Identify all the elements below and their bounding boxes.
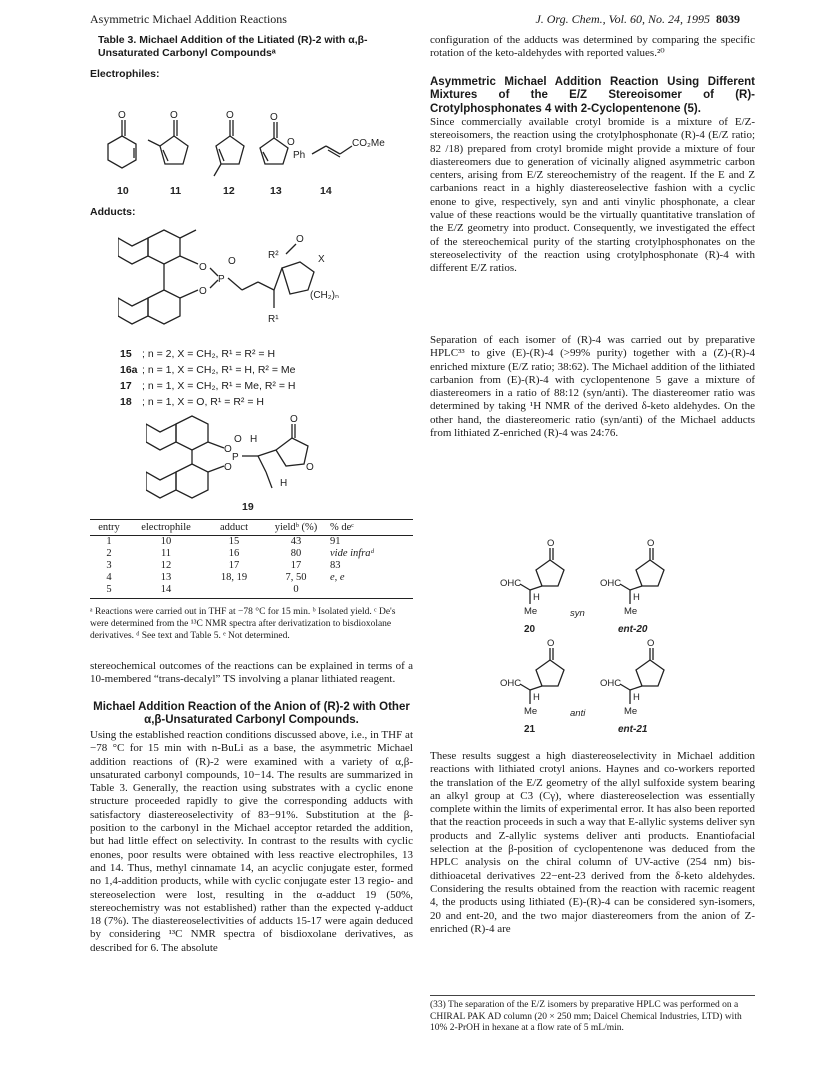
carbonyl-o-13: O	[270, 112, 278, 123]
header-title: Asymmetric Michael Addition Reactions	[90, 12, 287, 26]
compound-19-label: 19	[242, 501, 254, 512]
electrophiles-label: Electrophiles:	[90, 68, 160, 80]
label-21: 21	[524, 724, 536, 735]
col-adduct: adduct	[204, 520, 264, 536]
adduct-x: X	[318, 254, 325, 265]
electrophiles-figure	[90, 98, 413, 198]
h-ent21: H	[633, 692, 640, 703]
ohc-ent21: OHC	[600, 678, 622, 689]
col-entry: entry	[90, 520, 128, 536]
table-row: 1 10 15 43 91	[106, 536, 341, 547]
carbonyl-o-10: O	[118, 110, 126, 121]
adduct-structure	[118, 226, 358, 344]
me-20: Me	[524, 606, 538, 617]
left-column	[90, 34, 413, 954]
paragraph-separation: Separation of each isomer of (R)-4 was carried out by preparative HPLC³³ to give (E)-(R)-4 (>99% purity) together with a (Z)-(R)-4 enriched mixture (E/Z ratio; 38:62). The Michael addition of the lithiated carbanion from (E)-(R)-4 with cyclopentenone 5 gave a mixture of diastereomers in a ratio of 88:12 (syn/anti). The diastereomer ratio was determined by taking ¹H NMR of the derived δ-keto aldehydes. On the other hand, the diastereomeric ratio (syn/anti) of the Michael adducts from lithiated Z-enriched (R)-4 was 24:76.	[430, 334, 755, 440]
c19-o-bottom: O	[224, 462, 232, 473]
ohc-20: OHC	[500, 578, 522, 589]
adduct-o-double: O	[228, 256, 236, 267]
section-heading-ez-mixtures: Asymmetric Michael Addition Reaction Using Different Mixtures of the E/Z Stereoisomer of (R)-Crotylphosphonates 4 with 2-Cyclopentenone (5).	[430, 76, 755, 115]
electrophile-num-12: 12	[223, 185, 235, 197]
electrophile-num-13: 13	[270, 185, 282, 197]
c19-h2: H	[280, 478, 288, 489]
paragraph-ez-intro: Since commercially available crotyl bromide is a mixture of E/Z-stereoisomers, the reaction using the crotylphosphonate (R)-4 (E/Z ratio; 82 /18) prepared from crotyl bromide might provide a mixture of four diastereomers due to generation of vicinally aligned asymmetric carbon centers, arising from E/Z stereochemistry of the reagent. If the E and Z carbanions react in a highly diastereoselective fashion with a cyclic enone to give, respectively, syn and anti vinylic phosphonate, a clear value of these reactions would be the virtually quantitative translation of the E/Z geometry into product. Consequently, we investigated the effect of the stereochemical purity of the starting crotylphosphonates on the stereoselectivity of the reaction using crotylphosphonate (R)-4 with different E/Z ratios.	[430, 116, 755, 275]
ohc-21: OHC	[500, 678, 522, 689]
c19-p: P	[232, 452, 239, 463]
o-ent21: O	[647, 638, 655, 649]
me-ent20: Me	[624, 606, 638, 617]
col-electrophile: electrophile	[128, 520, 204, 536]
electrophile-num-14: 14	[320, 185, 332, 197]
o-ent20: O	[647, 538, 655, 549]
electrophile-num-10: 10	[117, 185, 129, 197]
adduct-o-bottom: O	[199, 286, 207, 297]
table-row: 3 12 17 17 83	[106, 560, 341, 571]
ohc-ent20: OHC	[600, 578, 622, 589]
carbonyl-o-12: O	[226, 110, 234, 121]
o-21: O	[547, 638, 555, 649]
col-yield: yieldᵇ (%)	[264, 520, 328, 536]
phenyl-label: Ph	[293, 150, 306, 161]
footnote-33: (33) The separation of the E/Z isomers by preparative HPLC was performed on a CHIRAL PAK AD column (20 × 250 mm; Daicel Chemical Industries, LTD) with 10% 2-PrOH in hexane at a flow rate of 5 mL/min.	[430, 995, 755, 1035]
adduct-r2: R²	[268, 250, 279, 261]
me-21: Me	[524, 706, 538, 717]
paragraph-stereochem: stereochemical outcomes of the reactions can be explained in terms of a 10-membered “trans-decalyl” TS involving a planar lithiated reagent.	[90, 660, 413, 686]
table-caption: Table 3. Michael Addition of the Litiated (R)-2 with α,β-Unsaturated Carbonyl Compoundsᵃ	[98, 34, 368, 59]
c19-o-double: O	[234, 434, 242, 445]
label-ent21: ent-21	[618, 724, 648, 735]
col-de: % deᶜ	[328, 520, 413, 536]
ester-label: CO₂Me	[352, 138, 385, 149]
carbonyl-o-11: O	[170, 110, 178, 121]
label-20: 20	[524, 624, 536, 635]
ring-o-13: O	[287, 137, 295, 148]
table-row: 2 11 16 80 vide infraᵈ	[106, 548, 374, 559]
adduct-ketone-o: O	[296, 234, 304, 245]
anti-label: anti	[570, 708, 586, 719]
o-20: O	[547, 538, 555, 549]
header-journal: J. Org. Chem., Vol. 60, No. 24, 1995 8039	[535, 12, 740, 26]
h-21: H	[533, 692, 540, 703]
c19-o-top: O	[224, 444, 232, 455]
adduct-r1: R¹	[268, 314, 279, 325]
results-table	[90, 519, 413, 599]
me-ent21: Me	[624, 706, 638, 717]
adduct-def-15: 15 ; n = 2, X = CH₂, R¹ = R² = H	[120, 348, 276, 360]
diastereomer-scheme	[500, 534, 700, 744]
adduct-def-17: 17 ; n = 1, X = CH₂, R¹ = Me, R² = H	[120, 380, 296, 392]
h-ent20: H	[633, 592, 640, 603]
adduct-p: P	[218, 274, 225, 285]
electrophile-num-11: 11	[170, 185, 182, 197]
paragraph-other-carbonyls: Using the established reaction conditions discussed above, i.e., in THF at −78 °C for 15 min with n-BuLi as a base, the asymmetric Michael addition reactions of (R)-2 were examined with a variety of α,β-unsaturated carbonyl compounds, 10−14. The results are summarized in Table 3. Generally, the reaction using substrates with a cyclic enone structure proceeded rapidly to give the corresponding adducts with satisfactory diastereoselectivity of 83−91%. Substitution at the β-position to the carbonyl in the Michael acceptor retarded the addition, but had little effect on selectivity. In contrast to the results with cyclic enones, poor results were obtained with less reactive electrophiles, 13 and 14. Thus, methyl cinnamate 14, an acyclic conjugate ester, formed no 1,4-addition products, while with cyclic conjugate ester 13 regio- and stereoselection were lost, resulting in the α-adduct 19 (50%, stereochemistry was not established) rather than the expected γ-adduct 18 (7%). The diastereoselectivities of adducts 15-17 were again deduced by considering ¹³C NMR spectra of bisdioxolane derivatives, as described for 6. The absolute	[90, 729, 413, 954]
adducts-label: Adducts:	[90, 206, 136, 218]
table-row: 4 13 18, 19 7, 50 e, e	[106, 572, 345, 583]
compound-19-structure	[146, 412, 346, 512]
syn-label: syn	[570, 608, 585, 619]
page-number: 8039	[716, 12, 740, 26]
table-footnotes: ᵃ Reactions were carried out in THF at −78 °C for 15 min. ᵇ Isolated yield. ᶜ De's were determined from the ¹³C NMR spectra after derivatization to bisdioxolane derivatives. ᵈ See text and Table 5. ᵉ Not determined.	[90, 607, 396, 641]
adduct-ch2n: (CH₂)ₙ	[310, 290, 339, 301]
paragraph-configuration: configuration of the adducts was determined by comparing the specific rotation of the keto-aldehydes with reported values.²⁰	[430, 34, 755, 60]
table-row: 5 14 0	[90, 584, 413, 599]
section-heading-other-carbonyls: Michael Addition Reaction of the Anion of (R)-2 with Other α,β-Unsaturated Carbonyl Compounds.	[93, 701, 410, 727]
adduct-o-top: O	[199, 262, 207, 273]
c19-ketone-o: O	[290, 414, 298, 425]
c19-h: H	[250, 434, 258, 445]
label-ent20: ent-20	[618, 624, 648, 635]
adduct-def-16a: 16a ; n = 1, X = CH₂, R¹ = H, R² = Me	[120, 364, 296, 376]
h-20: H	[533, 592, 540, 603]
adduct-def-18: 18 ; n = 1, X = O, R¹ = R² = H	[120, 396, 264, 408]
running-header	[90, 12, 740, 30]
paragraph-results: These results suggest a high diastereoselectivity in Michael addition reactions with lithiated crotyl anions. Haynes and co-workers reported the translation of the E/Z geometry of the allyl sulfoxide system bearing an alkyl group at C3 (Cγ), where diastereoselection was essentially complete within the limits of experimental error. It has also been reported that the reaction proceeds in such a way that E-allylic systems deliver syn products and Z-allylic systems deliver anti products. Enantiofacial selection at the β-position of cyclopentenone was deduced from the HPLC analysis on the chiral column of UV-active (254 nm) bis-dithioacetal derivatives 22−ent-23 derived from the δ-keto aldehydes. Considering the results obtained from the reaction with racemic reagent 4, the products using lithiated (E)-(R)-4 can be considered syn-isomers, 20 and ent-20, and the two major diastereomers from the anion of Z-enriched (R)-4 are	[430, 750, 755, 935]
c19-ring-o: O	[306, 462, 314, 473]
